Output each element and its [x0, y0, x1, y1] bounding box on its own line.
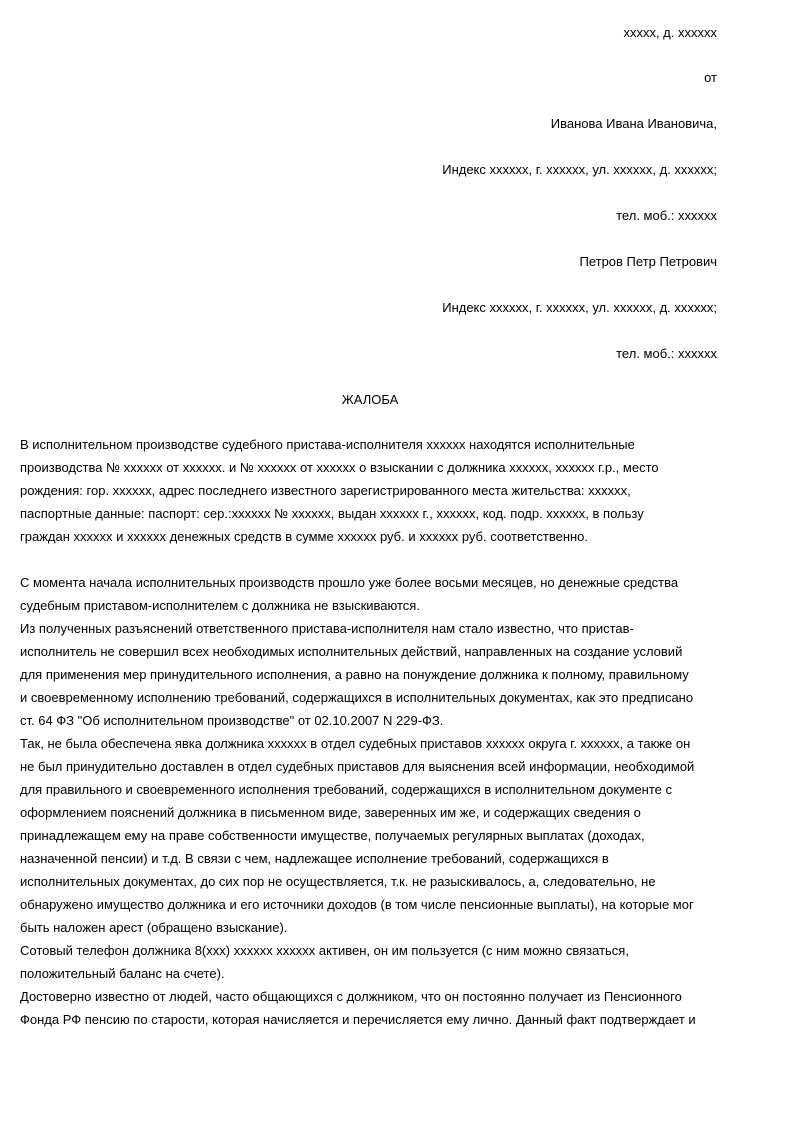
paragraph-line: и своевременному исполнению требований, содержащихся в исполнительных документах, как это предписано	[20, 690, 694, 705]
paragraph-line: паспортные данные: паспорт: сер.:хххххх № хххххх, выдан хххххх г., хххххх, код. подр. хххххх, в пользу	[20, 506, 644, 521]
paragraph-line: судебным приставом-исполнителем с должника не взыскиваются.	[20, 598, 420, 613]
paragraph-line: ст. 64 ФЗ "Об исполнительном производстве" от 02.10.2007 N 229-ФЗ.	[20, 713, 444, 728]
paragraph-2	[20, 571, 720, 1031]
paragraph-line: назначенной пенсии) и т.д. В связи с чем, надлежащее исполнение требований, содержащихся в	[20, 851, 609, 866]
paragraph-line: для применения мер принудительного исполнения, а равно на понуждение должника к полному, правильному	[20, 667, 689, 682]
paragraph-1	[20, 433, 720, 548]
header-from-label: от	[704, 70, 717, 85]
paragraph-line: исполнитель не совершил всех необходимых исполнительных действий, направленных на создание условий	[20, 644, 683, 659]
paragraph-line: быть наложен арест (обращено взыскание).	[20, 920, 288, 935]
paragraph-line: Так, не была обеспечена явка должника хххххх в отдел судебных приставов хххххх округа г. хххххх, а также он	[20, 736, 691, 751]
paragraph-line: Из полученных разъяснений ответственного пристава-исполнителя нам стало известно, что пристав-	[20, 621, 634, 636]
paragraph-line: положительный баланс на счете).	[20, 966, 225, 981]
paragraph-line: Фонда РФ пенсию по старости, которая начисляется и перечисляется ему лично. Данный факт подтверждает и	[20, 1012, 696, 1027]
paragraph-line: рождения: гор. хххххх, адрес последнего известного зарегистрированного места жительства: хххххх,	[20, 483, 631, 498]
paragraph-line: не был принудительно доставлен в отдел судебных приставов для выяснения всей информации, необходимой	[20, 759, 695, 774]
header-sender-phone-2: тел. моб.: хххххх	[616, 346, 717, 361]
header-sender-address-2: Индекс хххххх, г. хххххх, ул. хххххх, д. хххххх;	[442, 300, 717, 315]
paragraph-line: В исполнительном производстве судебного пристава-исполнителя хххххх находятся исполнительные	[20, 437, 635, 452]
header-address-line: ххххх, д. хххххх	[623, 25, 717, 40]
paragraph-line: исполнительных документах, до сих пор не осуществляется, т.к. не разыскивалось, а, следовательно, не	[20, 874, 656, 889]
document-title: ЖАЛОБА	[341, 392, 399, 407]
paragraph-line: принадлежащем ему на праве собственности имуществе, получаемых регулярных выплатах (доходах,	[20, 828, 645, 843]
header-sender-name-1: Иванова Ивана Ивановича,	[550, 116, 717, 131]
header-sender-name-2: Петров Петр Петрович	[579, 254, 717, 269]
paragraph-line: обнаружено имущество должника и его источники доходов (в том числе пенсионные выплаты), на которые мог	[20, 897, 694, 912]
paragraph-line: Сотовый телефон должника 8(ххх) хххххх хххххх активен, он им пользуется (с ним можно связаться,	[20, 943, 629, 958]
paragraph-line: для правильного и своевременного исполнения требований, содержащихся в исполнительном документе с	[20, 782, 672, 797]
header-sender-address-1: Индекс хххххх, г. хххххх, ул. хххххх, д. хххххх;	[442, 162, 717, 177]
paragraph-line: производства № хххххх от хххххх. и № хххххх от хххххх о взыскании с должника хххххх, хххххх г.р., место	[20, 460, 659, 475]
paragraph-line: С момента начала исполнительных производств прошло уже более восьми месяцев, но денежные средства	[20, 575, 679, 590]
paragraph-line: Достоверно известно от людей, часто общающихся с должником, что он постоянно получает из Пенсионного	[20, 989, 682, 1004]
header-sender-phone-1: тел. моб.: хххххх	[616, 208, 717, 223]
paragraph-line: граждан хххххх и хххххх денежных средств в сумме хххххх руб. и хххххх руб. соответственно.	[20, 529, 589, 544]
paragraph-line: оформлением пояснений должника в письменном виде, заверенных им же, и содержащих сведения о	[20, 805, 641, 820]
